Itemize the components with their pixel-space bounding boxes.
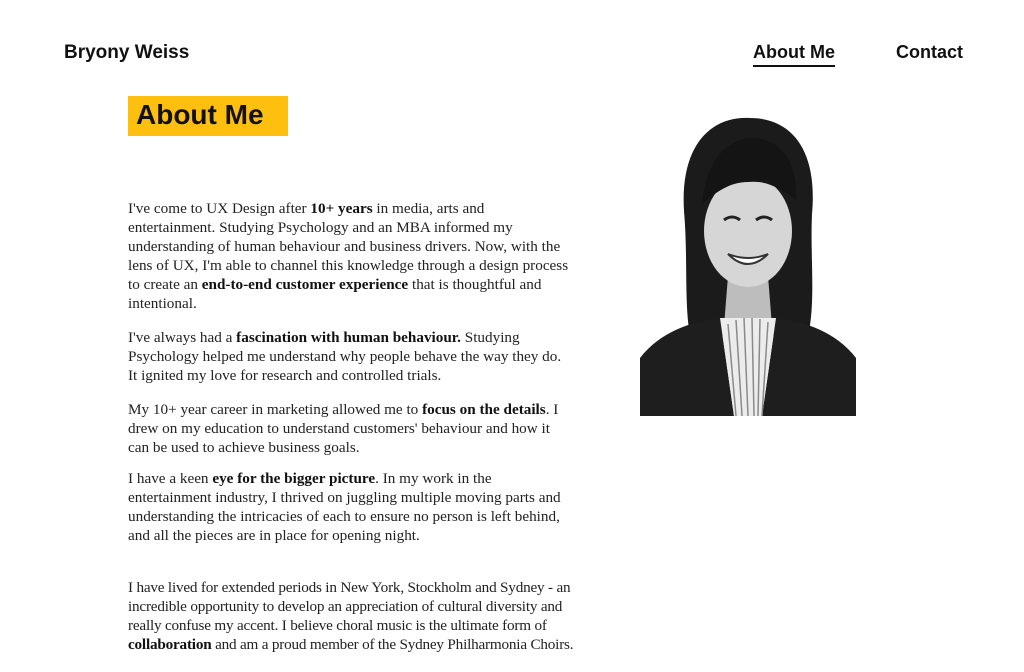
bio-text: [128, 469, 574, 545]
bio-run: and am a proud member of the Sydney Philharmonia Choirs.: [211, 636, 574, 653]
bio-emphasis: focus on the details: [422, 401, 546, 418]
bio-emphasis: end-to-end customer experience: [201, 276, 409, 293]
bio-run: . I drew on my education to understand customers' behaviour and how it can be used to achieve business goals.: [128, 401, 559, 456]
page-title: About Me: [128, 96, 288, 136]
bio-run: I have a keen: [128, 470, 213, 487]
bio-run: I've always had a: [128, 329, 237, 346]
bio-emphasis: eye for the bigger picture: [212, 470, 376, 487]
portrait-illustration: [640, 96, 856, 416]
bio-run: in media, arts and entertainment. Studying Psychology and an MBA informed my understanding of human behaviour and business drivers. Now, with the lens of UX, I'm able to channel this knowledge through a design process to create an: [128, 200, 569, 293]
bio-run: that is thoughtful and intentional.: [128, 276, 542, 312]
nav-contact[interactable]: Contact: [896, 42, 963, 62]
bio-paragraph: [128, 400, 574, 457]
portrait-photo: [640, 96, 856, 416]
bio-run: I've come to UX Design after: [128, 200, 311, 217]
bio-paragraph: [128, 328, 574, 385]
bio-paragraph: [128, 578, 574, 654]
bio-run: I have lived for extended periods in New York, Stockholm and Sydney - an incredible opportunity to develop an appreciation of cultural diversity and really confuse my accent. I believe choral music is the ultimate form of: [128, 579, 571, 634]
bio-emphasis: fascination with human behaviour.: [236, 329, 461, 346]
bio-run: My 10+ year career in marketing allowed me to: [128, 401, 423, 418]
bio-emphasis: collaboration: [128, 636, 212, 653]
bio-emphasis: 10+ years: [310, 200, 373, 217]
bio-run: . In my work in the entertainment industry, I thrived on juggling multiple moving parts and understanding the intricacies of each to ensure no person is left behind, and all the pieces are in place for opening night.: [128, 470, 561, 544]
bio-text: [128, 400, 574, 457]
bio-text: [128, 578, 574, 654]
bio-text: [128, 199, 574, 313]
site-brand-link[interactable]: Bryony Weiss: [64, 42, 190, 63]
bio-text: [128, 328, 574, 385]
bio-paragraph: [128, 469, 574, 545]
nav-about-me[interactable]: About Me: [753, 42, 835, 67]
bio-paragraph: [128, 199, 574, 313]
bio-run: Studying Psychology helped me understand why people behave the way they do. It ignited my love for research and controlled trials.: [128, 329, 562, 384]
